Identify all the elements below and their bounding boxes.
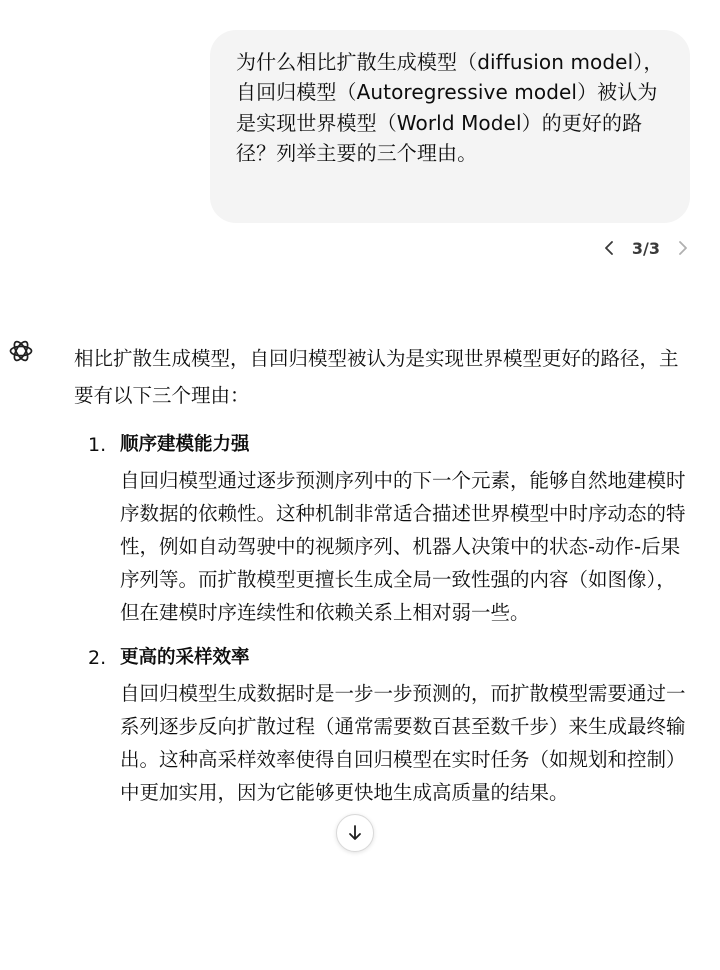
chevron-right-icon	[678, 240, 688, 256]
branch-count: 3/3	[631, 238, 660, 258]
previous-response-button[interactable]	[600, 236, 618, 260]
list-item	[74, 643, 686, 809]
scroll-to-bottom-button[interactable]	[336, 814, 374, 852]
user-message-text: 为什么相比扩散生成模型（diffusion model），自回归模型（Autoregressive model）被认为是实现世界模型（World Model）的更好的路径？列举主要的三个理由。	[236, 50, 664, 166]
chevron-left-icon	[604, 240, 614, 256]
list-item	[74, 430, 686, 629]
assistant-avatar	[4, 334, 38, 368]
assistant-intro-text: 相比扩散生成模型，自回归模型被认为是实现世界模型更好的路径，主要有以下三个理由：	[74, 347, 679, 407]
list-item-title: 更高的采样效率	[120, 647, 250, 668]
list-item-title: 顺序建模能力强	[120, 434, 250, 455]
list-item-body: 自回归模型生成数据时是一步一步预测的，而扩散模型需要通过一系列逐步反向扩散过程（通常需要数百甚至数千步）来生成最终输出。这种高采样效率使得自回归模型在实时任务（如规划和控制）中更加实用，因为它能够更快地生成高质量的结果。	[120, 682, 686, 804]
reasons-list	[74, 430, 686, 809]
arrow-down-icon	[347, 824, 363, 842]
assistant-message	[74, 340, 686, 823]
user-message-bubble	[210, 30, 690, 223]
response-branch-navigator	[600, 234, 692, 262]
list-item-body: 自回归模型通过逐步预测序列中的下一个元素，能够自然地建模时序数据的依赖性。这种机制非常适合描述世界模型中时序动态的特性，例如自动驾驶中的视频序列、机器人决策中的状态-动作-后果序列等。而扩散模型更擅长生成全局一致性强的内容（如图像），但在建模时序连续性和依赖关系上相对弱一些。	[120, 469, 686, 624]
openai-logo-icon	[8, 338, 34, 364]
list-item-number: 2.	[88, 647, 107, 669]
next-response-button[interactable]	[674, 236, 692, 260]
list-item-number: 1.	[88, 434, 107, 456]
